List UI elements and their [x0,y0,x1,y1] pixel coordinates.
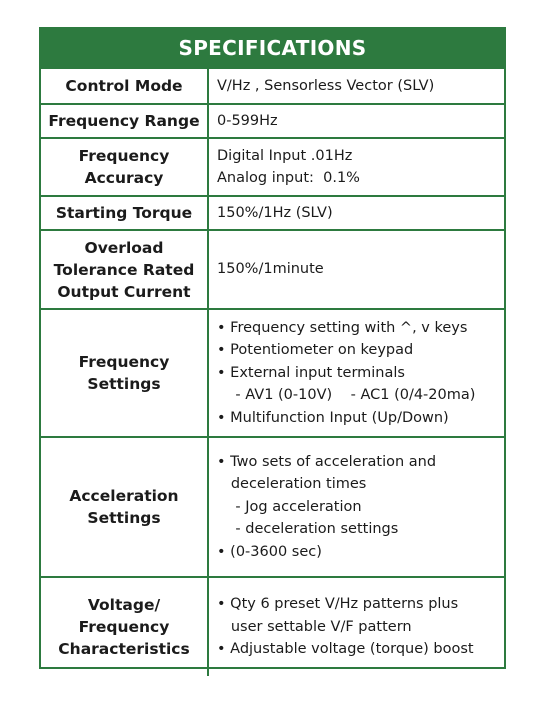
value-line: • (0-3600 sec) [217,543,322,560]
table-row [41,229,504,308]
row-value [209,438,504,576]
value-line: • Adjustable voltage (torque) boost [217,641,474,658]
value-line: 0-599Hz [217,112,278,129]
row-value [209,231,504,308]
row-value [209,310,504,436]
value-line: deceleration times [217,476,367,493]
value-line: 150%/1minute [217,261,324,278]
table-row [41,137,504,195]
value-line: - Jog acceleration [217,498,362,515]
table-row [41,195,504,229]
value-line: • Two sets of acceleration and [217,453,437,470]
row-label: Control Mode [41,69,209,103]
row-value [209,578,504,676]
value-line: Analog input: 0.1% [217,170,360,186]
value-line: 150%/1Hz (SLV) [217,204,333,221]
row-label: Frequency Range [41,105,209,137]
row-label: Overload Tolerance Rated Output Current [41,231,209,308]
table-row [41,308,504,436]
value-line: - deceleration settings [217,521,399,538]
table-row [41,103,504,137]
value-line: user settable V/F pattern [217,618,412,635]
value-line: • Frequency setting with ^, v keys [217,319,468,336]
value-line: V/Hz , Sensorless Vector (SLV) [217,77,435,94]
row-value [209,69,504,103]
specifications-table [39,27,506,669]
row-value [209,197,504,229]
value-line: Digital Input .01Hz [217,147,353,164]
table-row [41,69,504,103]
value-line: • Qty 6 preset V/Hz patterns plus [217,596,459,613]
row-label: Starting Torque [41,197,209,229]
value-line: • Multifunction Input (Up/Down) [217,409,449,426]
value-line: • External input terminals [217,364,405,381]
row-value [209,105,504,137]
value-line: - AV1 (0-10V) - AC1 (0/4-20ma) [217,387,476,404]
table-row [41,576,504,676]
row-label: Frequency Settings [41,310,209,436]
row-label: Acceleration Settings [41,438,209,576]
row-label: Voltage/ Frequency Characteristics [41,578,209,676]
row-value [209,139,504,195]
table-title: SPECIFICATIONS [41,29,504,69]
table-row [41,436,504,576]
row-label: Frequency Accuracy [41,139,209,195]
value-line: • Potentiometer on keypad [217,342,414,359]
